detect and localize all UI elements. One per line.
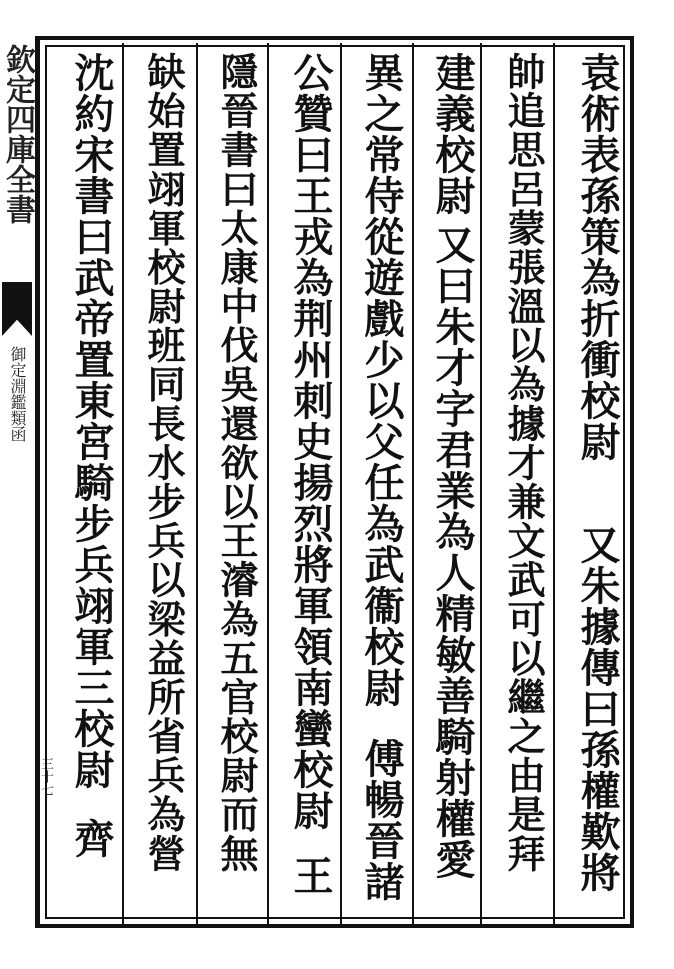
text-column-4 (350, 52, 412, 912)
text-segment: 建義校尉 (429, 52, 476, 216)
text-segment: 隱晉書曰太康中伐吳還欲以王濬為五官校尉而無 (214, 52, 259, 873)
text-segment: 傅暢晉諸 (358, 738, 405, 902)
text-segment: 齊 (68, 818, 115, 859)
text-segment: 公贊曰王戎為荆州刺史揚烈將軍領南蠻校尉 (287, 52, 334, 831)
text-segment: 缺始置翊軍校尉班同長水步兵以梁益所省兵為營 (141, 52, 186, 873)
column-rule (196, 43, 198, 924)
text-segment: 沈約宋書曰武帝置東宮騎步兵翊軍三校尉 (68, 52, 115, 790)
page-number: 三十七 (38, 757, 53, 796)
column-rule (122, 43, 124, 924)
text-column-7 (132, 52, 194, 912)
text-column-2 (492, 52, 554, 912)
text-column-8 (60, 52, 122, 912)
text-column-6 (205, 52, 267, 912)
book-title: 御定淵鑑類函 (8, 346, 27, 442)
book-series-title: 欽定四庫全書 (0, 44, 35, 224)
text-segment: 又朱據傳曰孫權歎將 (574, 524, 621, 893)
text-column-5 (279, 52, 341, 912)
text-column-3 (421, 52, 483, 912)
column-rule (412, 43, 414, 924)
text-segment: 帥追思呂蒙張溫以為據才兼文武可以繼之由是拜 (501, 52, 546, 873)
column-rule (267, 43, 269, 924)
text-segment: 袁術表孫策為折衝校尉 (574, 52, 621, 462)
text-segment: 異之常侍從遊戲少以父任為武衞校尉 (358, 52, 405, 708)
text-segment: 王 (287, 855, 334, 896)
text-column-1 (566, 52, 628, 912)
text-segment: 又曰朱才字君業為人精敏善騎射權愛 (429, 224, 476, 880)
